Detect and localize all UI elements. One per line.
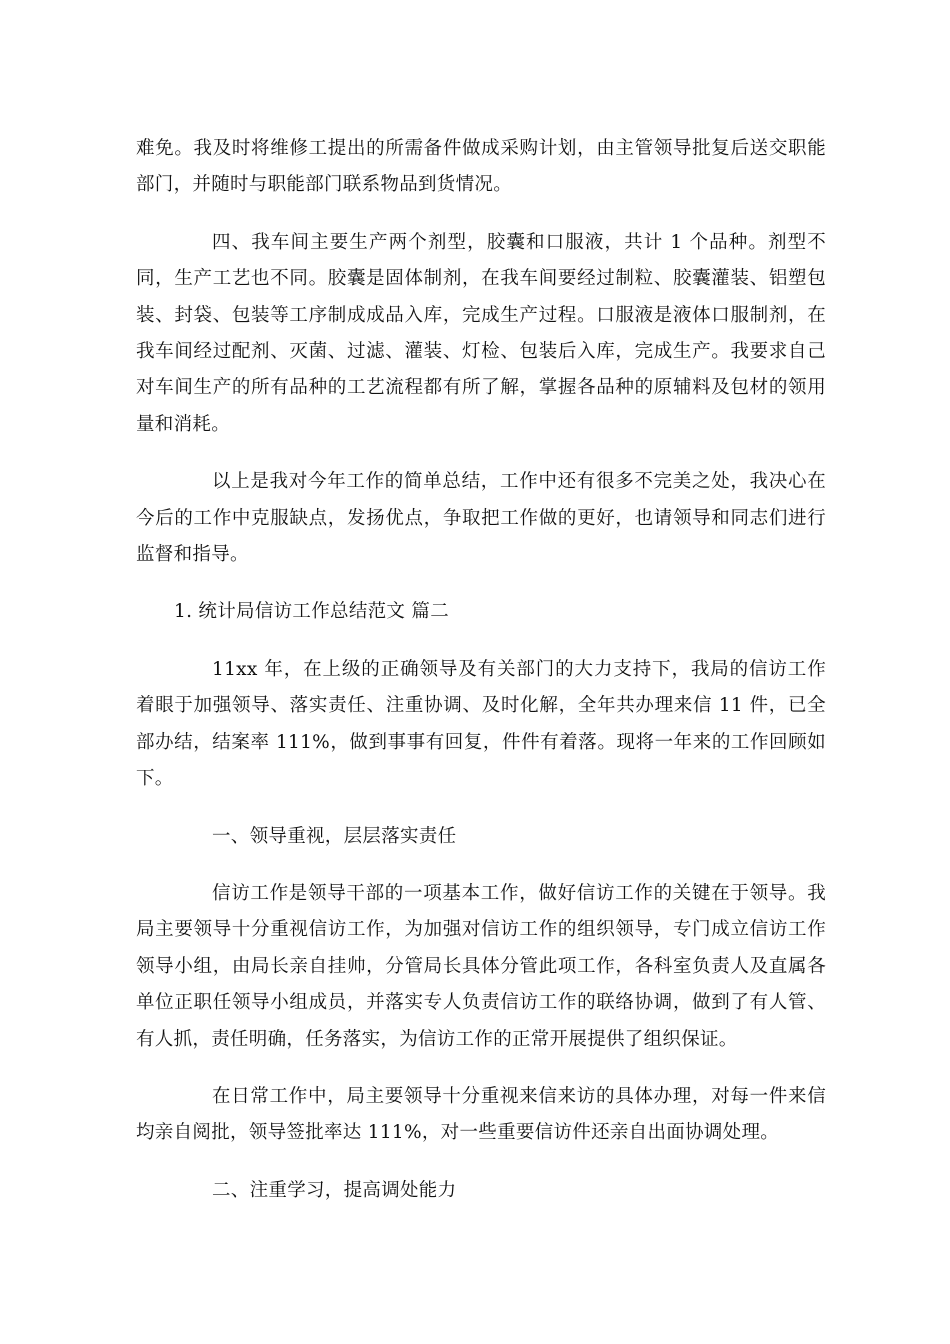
paragraph-leadership: 信访工作是领导干部的一项基本工作，做好信访工作的关键在于领导。我局主要领导十分重视信访工作，为加强对信访工作的组织领导，专门成立信访工作领导小组，由局长亲自挂帅，分管局长具体分管此项工作，各科室负责人及直属各单位正职任领导小组成员，并落实专人负责信访工作的联络协调，做到了有人管、有人抓，责任明确，任务落实，为信访工作的正常开展提供了组织保证。 xyxy=(136,882,826,1050)
section-heading-two: 二、注重学习，提高调处能力 xyxy=(212,1179,457,1201)
section-heading-one: 一、领导重视，层层落实责任 xyxy=(212,825,457,847)
document-body xyxy=(136,131,826,1230)
paragraph-summary-closing: 以上是我对今年工作的简单总结，工作中还有很多不完美之处，我决心在今后的工作中克服缺点，发扬优点，争取把工作做的更好，也请领导和同志们进行监督和指导。 xyxy=(136,471,826,566)
paragraph-section-four: 四、我车间主要生产两个剂型，胶囊和口服液，共计 1 个品种。剂型不同，生产工艺也不同。胶囊是固体制剂，在我车间要经过制粒、胶囊灌装、铝塑包装、封袋、包装等工序制成成品入库，完成生产过程。口服液是液体口服制剂，在我车间经过配剂、灭菌、过滤、灌装、灯检、包装后入库，完成生产。我要求自己对车间生产的所有品种的工艺流程都有所了解，掌握各品种的原辅料及包材的领用量和消耗。 xyxy=(136,231,826,435)
paragraph-intro-part-two: 11xx 年，在上级的正确领导及有关部门的大力支持下，我局的信访工作着眼于加强领导、落实责任、注重协调、及时化解，全年共办理来信 11 件，已全部办结，结案率 111%，做到事事有回复，件件有着落。现将一年来的工作回顾如下。 xyxy=(136,658,826,790)
paragraph-continuation: 难免。我及时将维修工提出的所需备件做成采购计划，由主管领导批复后送交职能部门，并随时与职能部门联系物品到货情况。 xyxy=(136,138,826,196)
article-title-part-two: 1. 统计局信访工作总结范文 篇二 xyxy=(174,601,450,623)
paragraph-daily-work: 在日常工作中，局主要领导十分重视来信来访的具体办理，对每一件来信均亲自阅批，领导签批率达 111%，对一些重要信访件还亲自出面协调处理。 xyxy=(136,1085,826,1144)
